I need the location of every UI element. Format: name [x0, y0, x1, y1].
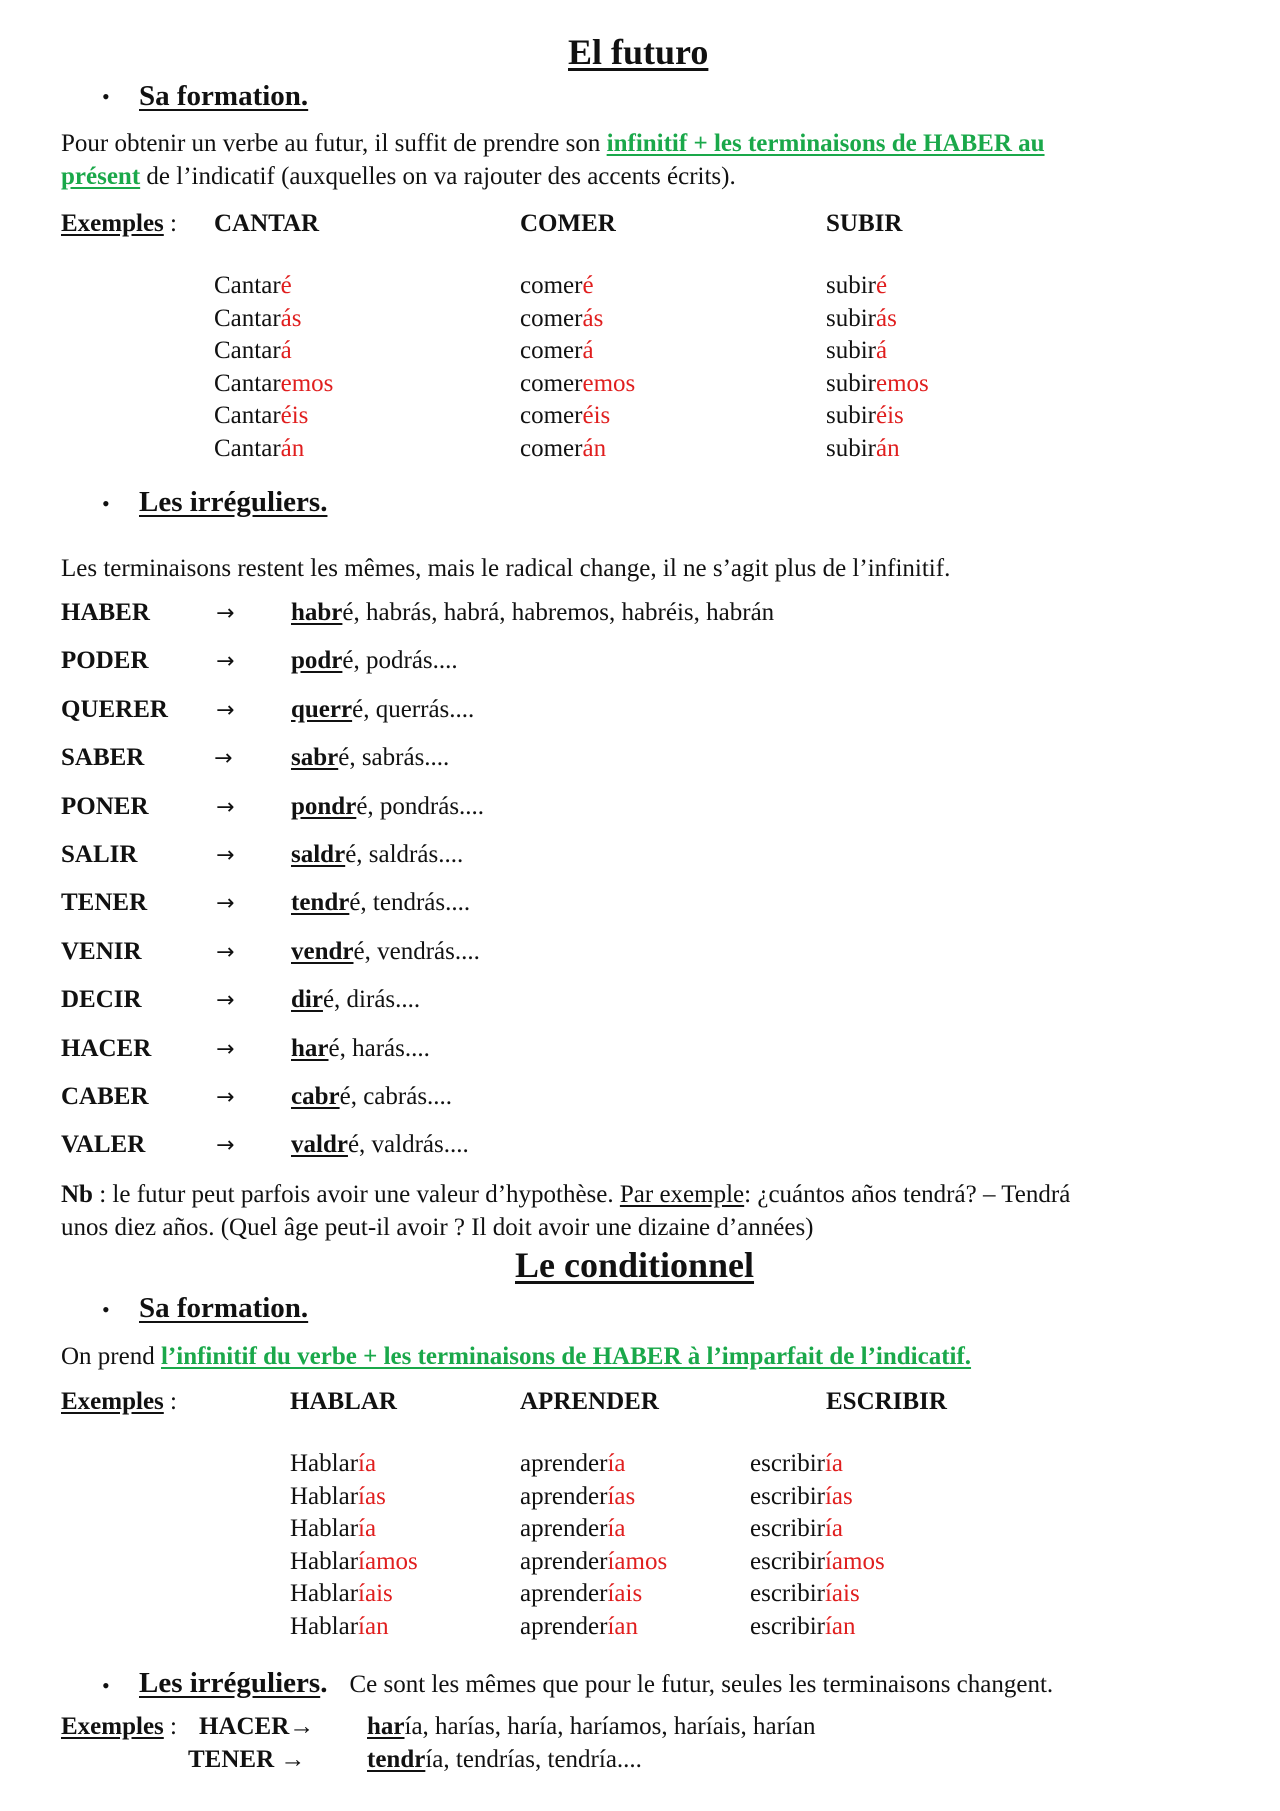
irregular-forms — [291, 986, 420, 1015]
irregular-forms — [291, 696, 474, 725]
conjugation-form — [520, 1515, 626, 1544]
conjugation-form — [750, 1580, 860, 1609]
verb-stem: aprender — [520, 1482, 608, 1510]
irregular-root: vendr — [291, 937, 354, 965]
verb-stem: escribir — [750, 1450, 825, 1477]
verb-ending: ían — [824, 1613, 856, 1640]
irregular-root: valdr — [291, 1131, 348, 1159]
conditional-root: tendr — [367, 1746, 426, 1773]
verb-ending: ían — [358, 1613, 389, 1640]
verb-stem: Cantar — [214, 402, 281, 430]
conjugation-form — [826, 402, 904, 431]
verb-stem: aprender — [520, 1450, 608, 1477]
irregular-endings: é, pondrás.... — [356, 792, 485, 820]
conjugation-form — [750, 1450, 843, 1479]
irregular-root: sabr — [291, 744, 339, 772]
irregular-verb: SALIR — [61, 841, 138, 868]
irregular-endings: é, dirás.... — [322, 986, 421, 1014]
verb-ending: ás — [280, 304, 302, 332]
conjugation-form — [520, 337, 594, 366]
verb-stem: Cantar — [214, 369, 281, 397]
verb-stem: Cantar — [214, 272, 281, 299]
conjugation-form — [520, 435, 606, 464]
verb-ending: íais — [607, 1580, 643, 1608]
irregular-forms — [291, 793, 484, 822]
irregular-verb: VENIR — [61, 937, 142, 965]
futuro-irregular-heading: Les irréguliers. — [139, 486, 328, 518]
verb-ending: éis — [582, 402, 611, 430]
verb-stem: Hablar — [290, 1482, 359, 1510]
irregular-verb: PONER — [61, 792, 149, 820]
conjugation-form — [750, 1548, 885, 1577]
irregular-verb: CABER — [61, 1083, 149, 1110]
verb-stem: Cantar — [214, 337, 281, 365]
irregular-forms — [291, 1131, 469, 1160]
conjugation-form — [520, 1450, 626, 1479]
verb-stem: Hablar — [290, 1515, 359, 1543]
right-arrow-icon: → — [216, 1133, 235, 1159]
verb-ending: ía — [358, 1450, 377, 1477]
verb-stem: escribir — [750, 1613, 825, 1640]
verb-stem: Hablar — [290, 1580, 359, 1608]
bullet-icon: • — [102, 491, 110, 516]
conditionnel-formation-heading: Sa formation. — [139, 1292, 309, 1324]
right-arrow-icon: → — [216, 601, 235, 626]
verb-stem: Hablar — [290, 1547, 359, 1575]
verb-ending: íamos — [824, 1547, 885, 1575]
conjugation-form — [290, 1450, 376, 1479]
conjugation-form — [520, 1483, 635, 1512]
verb-header-aprender: APRENDER — [520, 1388, 659, 1415]
conjugation-form — [290, 1548, 418, 1577]
irregular-endings: é, valdrás.... — [347, 1131, 469, 1159]
irregular-forms — [291, 744, 449, 773]
irregular-verb: SABER — [61, 744, 145, 772]
conditional-example-forms — [367, 1746, 642, 1775]
verb-stem: subir — [826, 272, 876, 299]
verb-ending: íamos — [358, 1547, 418, 1575]
verb-ending: án — [582, 435, 607, 462]
irregular-root: saldr — [291, 841, 346, 868]
irregular-verb: TENER — [61, 889, 148, 917]
conditionnel-intro: On prend l’infinitif du verbe + les terminaisons de HABER à l’imparfait de l’indicatif. — [61, 1343, 972, 1370]
verb-ending: íais — [824, 1580, 860, 1608]
verb-ending: án — [280, 435, 305, 462]
futuro-intro-line-2: présent de l’indicatif (auxquelles on va rajouter des accents écrits). — [61, 163, 736, 190]
futuro-formation-heading: Sa formation. — [139, 80, 309, 112]
verb-ending: emos — [280, 369, 334, 397]
verb-ending: ía — [824, 1450, 844, 1477]
verb-ending: éis — [876, 402, 904, 430]
conditional-example-verb: TENER → — [188, 1746, 306, 1773]
right-arrow-icon: → — [216, 939, 235, 965]
conjugation-form — [750, 1515, 843, 1544]
verb-ending: ías — [607, 1482, 636, 1510]
irregular-endings: é, habrás, habrá, habremos, habréis, habrán — [342, 599, 775, 626]
conjugation-form — [520, 402, 610, 431]
conjugation-form — [520, 305, 603, 334]
conjugation-form — [214, 402, 308, 431]
verb-stem: aprender — [520, 1515, 608, 1543]
right-arrow-icon: → — [216, 843, 235, 868]
verb-ending: ían — [607, 1613, 638, 1640]
nb-line-2: unos diez años. (Quel âge peut-il avoir ? Il doit avoir une dizaine d’années) — [61, 1214, 814, 1241]
irregular-endings: é, harás.... — [328, 1034, 430, 1062]
irregular-endings: é, vendrás.... — [353, 937, 480, 965]
irregular-root: habr — [291, 599, 343, 626]
verb-stem: subir — [826, 435, 876, 462]
conjugation-form — [520, 1580, 642, 1609]
verb-stem: comer — [520, 304, 583, 332]
conjugation-form — [750, 1613, 856, 1642]
futuro-intro-line-1: Pour obtenir un verbe au futur, il suffit de prendre son infinitif + les terminaisons de HABER au — [61, 130, 1045, 157]
conditionnel-examples-label: Exemples : — [61, 1388, 177, 1415]
verb-ending: emos — [876, 369, 929, 397]
bullet-icon: • — [102, 1297, 110, 1322]
verb-ending: á — [280, 337, 292, 365]
conjugation-form — [826, 272, 887, 301]
futuro-title: El futuro — [568, 32, 709, 72]
right-arrow-icon: → — [216, 649, 235, 675]
irregular-endings: é, podrás.... — [342, 647, 458, 675]
verb-ending: án — [876, 435, 900, 462]
verb-ending: ás — [876, 304, 897, 332]
conjugation-form — [290, 1515, 376, 1544]
irregular-verb: PODER — [61, 647, 149, 675]
irregular-verb: DECIR — [61, 986, 142, 1014]
right-arrow-icon: → — [216, 1036, 235, 1062]
conjugation-form — [520, 1548, 667, 1577]
verb-stem: Cantar — [214, 304, 281, 332]
conditional-endings: ía, tendrías, tendría.... — [425, 1746, 642, 1773]
conditionnel-irregular-line: Les irréguliers. Ce sont les mêmes que pour le futur, seules les terminaisons changent. — [139, 1667, 1054, 1699]
irregular-verb: HABER — [61, 599, 150, 626]
right-arrow-icon: → — [216, 988, 235, 1014]
conjugation-form — [520, 370, 635, 399]
bullet-icon: • — [102, 1673, 110, 1698]
irregular-endings: é, cabrás.... — [339, 1083, 453, 1110]
conjugation-form — [214, 272, 292, 301]
irregular-forms — [291, 841, 463, 870]
irregular-verb: VALER — [61, 1131, 146, 1159]
verb-stem: subir — [826, 304, 876, 332]
verb-stem: comer — [520, 402, 583, 430]
irregular-forms — [291, 1035, 430, 1064]
irregular-root: querr — [291, 695, 353, 723]
verb-stem: subir — [826, 337, 876, 365]
verb-ending: ía — [358, 1515, 377, 1543]
conjugation-form — [826, 305, 897, 334]
irregular-root: cabr — [291, 1083, 340, 1110]
conjugation-form — [520, 272, 594, 301]
verb-ending: á — [876, 337, 888, 365]
conjugation-form — [826, 370, 929, 399]
verb-ending: é — [876, 272, 888, 299]
futuro-irregular-intro: Les terminaisons restent les mêmes, mais le radical change, il ne s’agit plus de l’infinitif. — [61, 555, 951, 582]
verb-stem: aprender — [520, 1547, 608, 1575]
verb-ending: é — [280, 272, 292, 299]
irregular-root: tendr — [291, 889, 350, 917]
conditional-example-forms — [367, 1713, 815, 1742]
verb-ending: éis — [280, 402, 309, 430]
conditional-example-verb: HACER→ — [199, 1713, 315, 1740]
futuro-examples-label: Exemples : — [61, 210, 177, 237]
verb-ending: ás — [582, 304, 604, 332]
verb-stem: Hablar — [290, 1613, 359, 1640]
conditionnel-title: Le conditionnel — [515, 1245, 755, 1285]
conjugation-form — [214, 435, 304, 464]
verb-ending: ía — [824, 1515, 844, 1543]
irregular-root: dir — [291, 986, 323, 1014]
nb-line-1: Nb : le futur peut parfois avoir une valeur d’hypothèse. Par exemple: ¿cuántos años tendrá? – Tendrá — [61, 1181, 1071, 1208]
irregular-forms — [291, 889, 470, 918]
verb-stem: subir — [826, 369, 876, 397]
irregular-endings: é, querrás.... — [352, 695, 475, 723]
irregular-root: har — [291, 1034, 329, 1062]
irregular-forms — [291, 1083, 452, 1112]
conjugation-form — [214, 305, 301, 334]
irregular-root: podr — [291, 647, 343, 675]
irregular-forms — [291, 938, 480, 967]
verb-stem: aprender — [520, 1613, 608, 1640]
verb-ending: emos — [582, 369, 636, 397]
verb-ending: íais — [358, 1580, 393, 1608]
verb-stem: escribir — [750, 1482, 825, 1510]
conjugation-form — [826, 435, 900, 464]
verb-ending: íamos — [607, 1547, 668, 1575]
verb-stem: comer — [520, 272, 583, 299]
conjugation-form — [290, 1580, 393, 1609]
verb-stem: Hablar — [290, 1450, 359, 1477]
irregular-endings: é, saldrás.... — [345, 841, 464, 868]
irregular-endings: é, tendrás.... — [349, 889, 471, 917]
verb-ending: ía — [607, 1450, 626, 1477]
conditionnel-examples-bottom-label: Exemples : — [61, 1713, 177, 1740]
irregular-verb: HACER — [61, 1034, 152, 1062]
verb-stem: comer — [520, 435, 583, 462]
conjugation-form — [290, 1483, 386, 1512]
verb-header-escribir: ESCRIBIR — [826, 1388, 947, 1415]
verb-ending: ías — [358, 1482, 386, 1510]
conjugation-form — [290, 1613, 389, 1642]
right-arrow-icon: → — [216, 1085, 235, 1110]
conjugation-form — [750, 1483, 853, 1512]
right-arrow-icon: → — [216, 697, 235, 723]
bullet-icon: • — [102, 84, 110, 109]
right-arrow-icon: → — [216, 891, 235, 917]
verb-ending: á — [582, 337, 594, 365]
irregular-root: pondr — [291, 792, 357, 820]
irregular-endings: é, sabrás.... — [338, 744, 450, 772]
conjugation-form — [214, 337, 292, 366]
verb-header-hablar: HABLAR — [290, 1388, 397, 1415]
irregular-verb: QUERER — [61, 695, 168, 723]
irregular-forms — [291, 647, 458, 676]
verb-header-subir: SUBIR — [826, 210, 903, 237]
irregular-forms — [291, 599, 774, 628]
verb-stem: aprender — [520, 1580, 608, 1608]
conditional-root: har — [367, 1713, 405, 1740]
conjugation-form — [826, 337, 887, 366]
verb-stem: escribir — [750, 1515, 825, 1543]
verb-stem: comer — [520, 369, 583, 397]
verb-ending: é — [582, 272, 594, 299]
verb-stem: subir — [826, 402, 876, 430]
verb-ending: ía — [607, 1515, 626, 1543]
verb-ending: ías — [824, 1482, 853, 1510]
conditional-endings: ía, harías, haría, haríamos, haríais, harían — [404, 1713, 816, 1740]
right-arrow-icon: → — [216, 794, 235, 820]
verb-stem: Cantar — [214, 435, 281, 462]
conjugation-form — [214, 370, 333, 399]
verb-stem: comer — [520, 337, 583, 365]
verb-header-comer: COMER — [520, 210, 616, 237]
verb-header-cantar: CANTAR — [214, 210, 320, 237]
verb-stem: escribir — [750, 1547, 825, 1575]
conjugation-form — [520, 1613, 638, 1642]
right-arrow-icon: → — [214, 746, 233, 772]
verb-stem: escribir — [750, 1580, 825, 1608]
